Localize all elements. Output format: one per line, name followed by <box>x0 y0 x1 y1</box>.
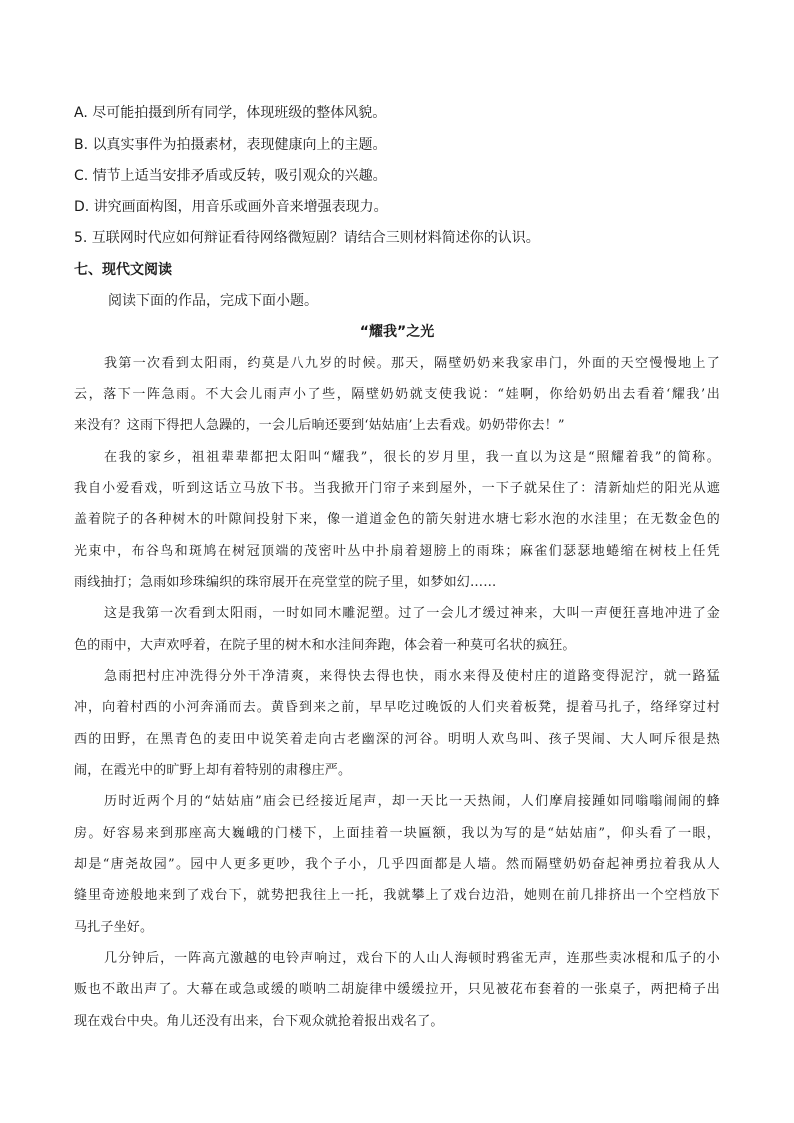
option-c: C. 情节上适当安排矛盾或反转，吸引观众的兴趣。 <box>74 168 387 184</box>
paragraph-2-line-2: 我自小爱看戏，听到这话立马放下书。当我掀开门帘子来到屋外，一下子就呆住了：清新灿烂的阳光从遮 <box>74 481 720 496</box>
paragraph-3-line-1: 这是我第一次看到太阳雨，一时如同木雕泥塑。过了一会儿才缓过神来，大叫一声便狂喜地冲进了金 <box>104 606 720 621</box>
paragraph-3-line-2: 色的雨中，大声欢呼着，在院子里的树木和水洼间奔跑，体会着一种莫可名状的疯狂。 <box>74 638 576 653</box>
paragraph-4-line-4: 闹，在霞光中的旷野上却有着特别的肃穆庄严。 <box>74 763 352 778</box>
paragraph-6-line-2: 贩也不敢出声了。大幕在或急或缓的唢呐二胡旋律中缓缓拉开，只见被花布套着的一张桌子，两把椅子出 <box>74 982 720 997</box>
paragraph-1-line-2: 云，落下一阵急雨。不大会儿雨声小了些，隔壁奶奶就支使我说：“娃啊，你给奶奶出去看着‘耀我’出 <box>74 387 720 402</box>
reading-instruction: 阅读下面的作品，完成下面小题。 <box>108 293 318 309</box>
paragraph-5-line-5: 马扎子坐好。 <box>74 920 154 935</box>
paragraph-5-line-1: 历时近两个月的“姑姑庙”庙会已经接近尾声，却一天比一天热闹，人们摩肩接踵如同嗡嗡闹闹的蜂 <box>104 794 720 809</box>
paragraph-4-line-1: 急雨把村庄冲洗得分外干净清爽，来得快去得也快，雨水来得及使村庄的道路变得泥泞，就一路猛 <box>104 669 720 684</box>
option-a: A. 尽可能拍摄到所有同学，体现班级的整体风貌。 <box>74 105 387 121</box>
paragraph-1-line-1: 我第一次看到太阳雨，约莫是八九岁的时候。那天，隔壁奶奶来我家串门，外面的天空慢慢地上了 <box>104 356 720 371</box>
paragraph-5-line-3: 却是“唐尧故园”。园中人更多更吵，我个子小，几乎四面都是人墙。然而隔壁奶奶奋起神勇拉着我从人 <box>74 857 720 872</box>
paragraph-5-line-2: 房。好容易来到那座高大巍峨的门楼下，上面挂着一块匾额，我以为写的是“姑姑庙”，仰头看了一眼， <box>74 826 720 841</box>
paragraph-1-line-3: 来没有？这雨下得把人急躁的，一会儿后晌还要到‘姑姑庙’上去看戏。奶奶带你去！” <box>74 418 565 433</box>
paragraph-4-line-3: 西的田野，在黑青色的麦田中说笑着走向古老幽深的河谷。明明人欢鸟叫、孩子哭闹、大人呵斥很是热 <box>74 732 720 747</box>
paragraph-2-line-3: 盖着院子的各种树木的叶隙间投射下来，像一道道金色的箭矢射进水塘七彩水泡的水洼里；在无数金色的 <box>74 512 720 527</box>
article-title: “耀我”之光 <box>359 324 435 340</box>
option-d: D. 讲究画面构图，用音乐或画外音来增强表现力。 <box>74 199 388 215</box>
paragraph-5-line-4: 缝里奇迹般地来到了戏台下，就势把我往上一托，我就攀上了戏台边沿，她则在前几排挤出一个空档放下 <box>74 888 720 903</box>
section-title: 七、现代文阅读 <box>74 262 172 278</box>
question-5: 5. 互联网时代应如何辩证看待网络微短剧？请结合三则材料简述你的认识。 <box>74 230 540 246</box>
paragraph-2-line-5: 雨线抽打；急雨如珍珠编织的珠帘展开在亮堂堂的院子里，如梦如幻…… <box>74 575 497 590</box>
paragraph-4-line-2: 冲，向着村西的小河奔涌而去。黄昏到来之前，早早吃过晚饭的人们夹着板凳，提着马扎子，络绎穿过村 <box>74 700 720 715</box>
option-b: B. 以真实事件为拍摄素材，表现健康向上的主题。 <box>74 137 387 153</box>
paragraph-6-line-3: 现在戏台中央。角儿还没有出来，台下观众就抢着报出戏名了。 <box>74 1014 444 1029</box>
paragraph-2-line-1: 在我的家乡，祖祖辈辈都把太阳叫“耀我”，很长的岁月里，我一直以为这是“照耀着我”的简称。 <box>104 450 720 465</box>
paragraph-6-line-1: 几分钟后，一阵高亢激越的电铃声响过，戏台下的人山人海顿时鸦雀无声，连那些卖冰棍和瓜子的小 <box>104 951 720 966</box>
paragraph-2-line-4: 光束中，布谷鸟和斑鸠在树冠顶端的茂密叶丛中扑扇着翅膀上的雨珠；麻雀们瑟瑟地蜷缩在树枝上任凭 <box>74 544 720 559</box>
